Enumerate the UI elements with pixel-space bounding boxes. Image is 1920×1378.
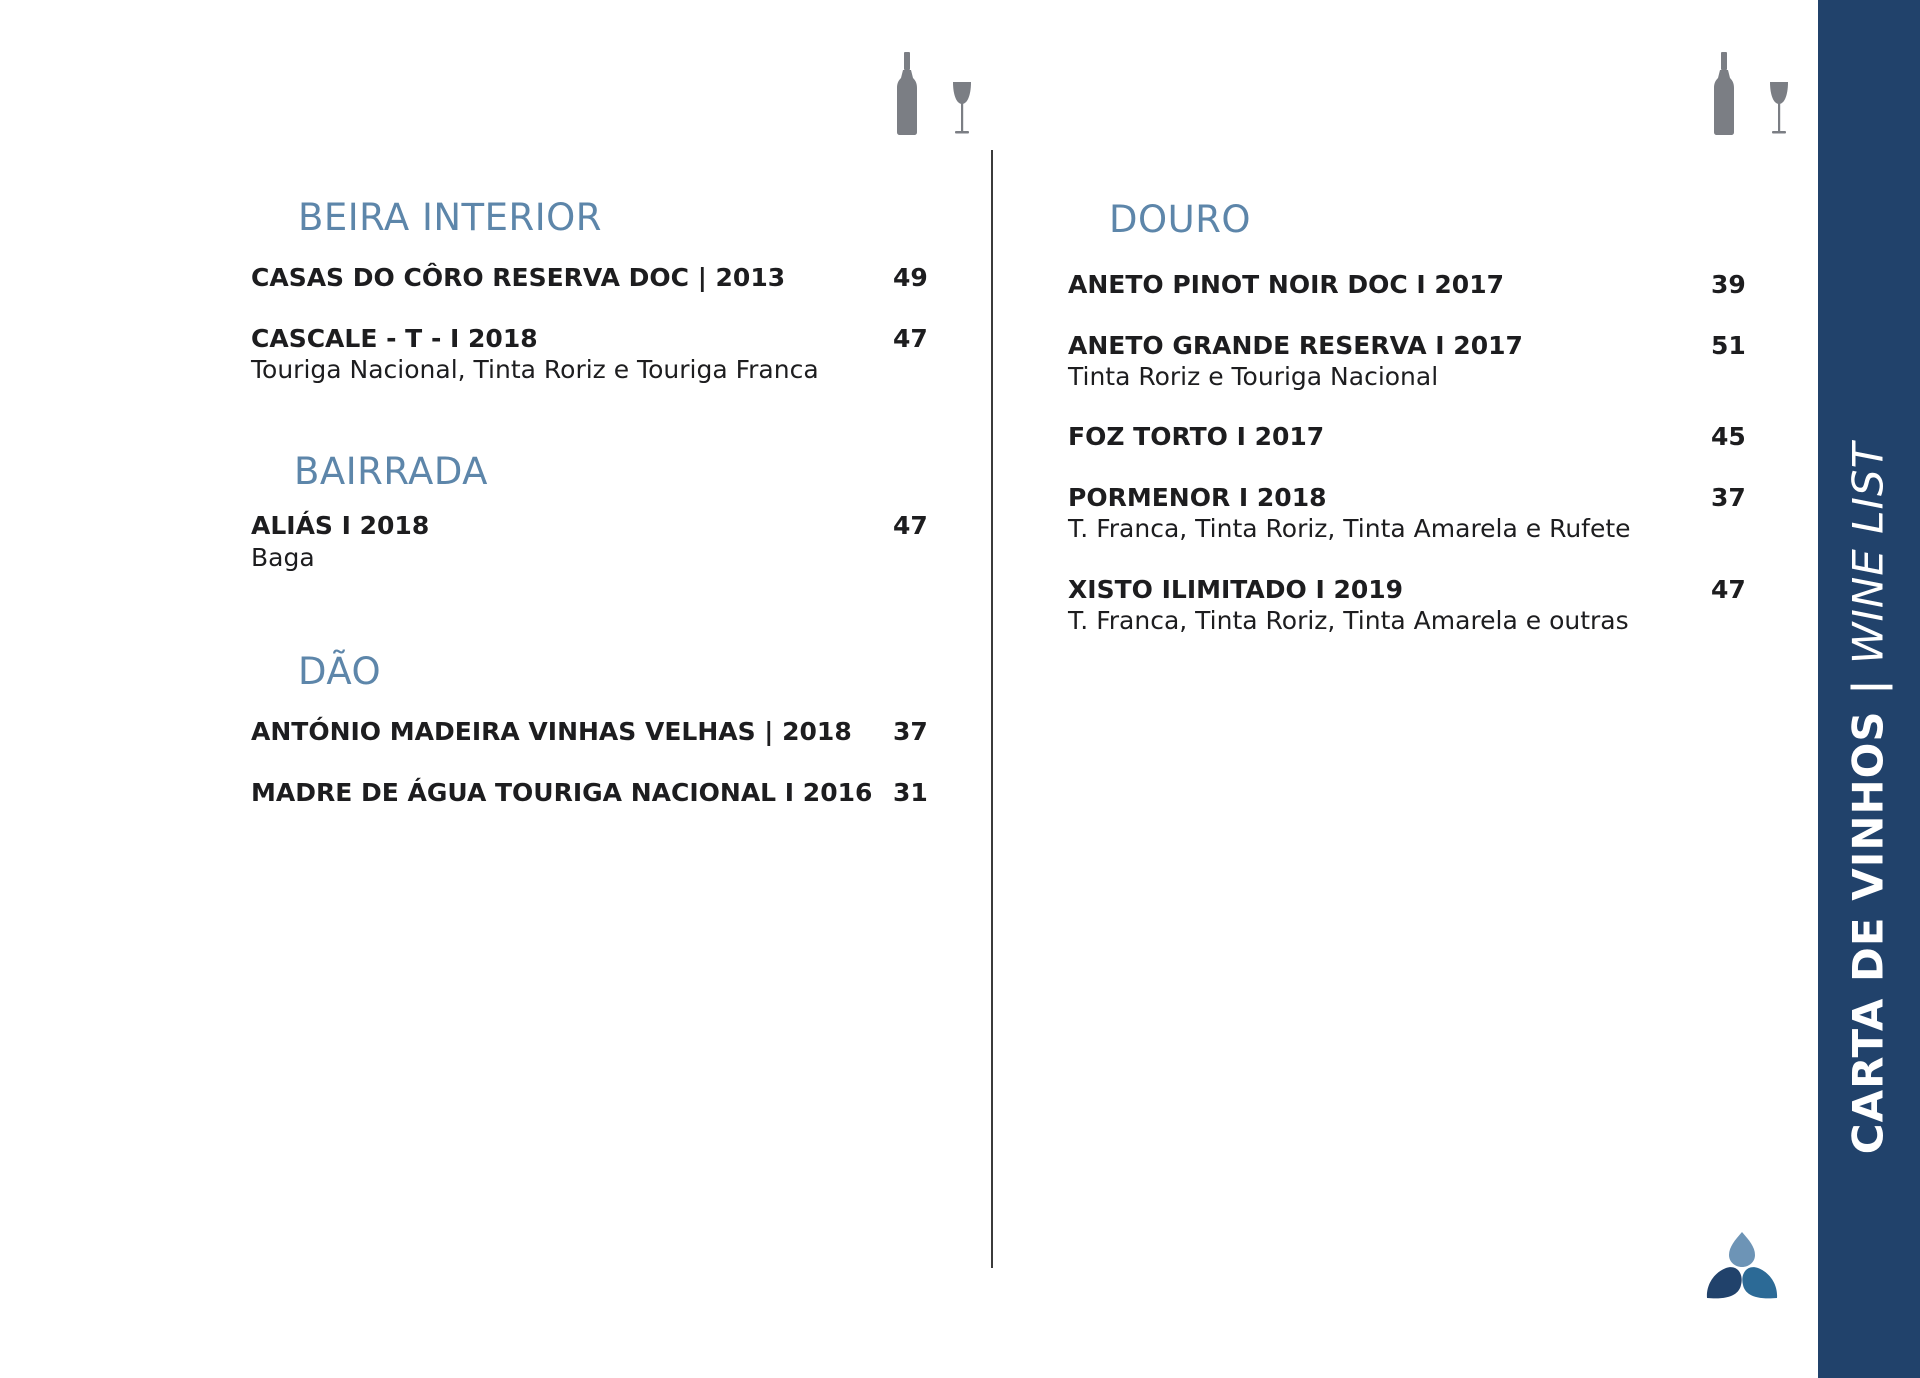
wine-name: PORMENOR I 2018 xyxy=(1068,483,1327,512)
sidebar-title-strong: CARTA DE VINHOS | xyxy=(1843,678,1893,1155)
region-heading-beira-interior: BEIRA INTERIOR xyxy=(298,196,602,239)
region-heading-dao: DÃO xyxy=(298,650,382,693)
wine-name: ANETO GRANDE RESERVA I 2017 xyxy=(1068,331,1523,360)
wine-bottle-icon xyxy=(897,52,917,135)
wine-glass-icon xyxy=(953,82,971,134)
wine-grapes: Baga xyxy=(251,543,315,572)
wine-price: 49 xyxy=(893,263,928,292)
sidebar-title xyxy=(1844,442,1893,1155)
bottle-glass-icon xyxy=(1713,50,1795,136)
column-divider xyxy=(991,150,993,1268)
wine-price: 47 xyxy=(893,324,928,353)
wine-price: 47 xyxy=(1711,575,1746,604)
bottle-glass-icon xyxy=(896,50,978,136)
wine-price: 37 xyxy=(893,717,928,746)
wine-name: CASCALE - T - I 2018 xyxy=(251,324,538,353)
wine-grapes: T. Franca, Tinta Roriz, Tinta Amarela e outras xyxy=(1068,606,1629,635)
wine-name: ANTÓNIO MADEIRA VINHAS VELHAS | 2018 xyxy=(251,717,852,746)
region-heading-douro: DOURO xyxy=(1109,198,1252,241)
wine-price: 47 xyxy=(893,511,928,540)
wine-name: MADRE DE ÁGUA TOURIGA NACIONAL I 2016 xyxy=(251,778,873,807)
wine-grapes: Touriga Nacional, Tinta Roriz e Touriga Franca xyxy=(251,355,819,384)
sidebar-title-light: WINE LIST xyxy=(1843,441,1893,679)
wine-grapes: Tinta Roriz e Touriga Nacional xyxy=(1068,362,1439,391)
wine-name: ANETO PINOT NOIR DOC I 2017 xyxy=(1068,270,1504,299)
wine-name: CASAS DO CÔRO RESERVA DOC | 2013 xyxy=(251,263,786,292)
wine-price: 31 xyxy=(893,778,928,807)
wine-name: XISTO ILIMITADO I 2019 xyxy=(1068,575,1404,604)
three-petal-logo-icon xyxy=(1704,1230,1780,1306)
wine-price: 51 xyxy=(1711,331,1746,360)
wine-bottle-icon xyxy=(1714,52,1734,135)
wine-name: ALIÁS I 2018 xyxy=(251,511,430,540)
wine-glass-icon xyxy=(1770,82,1788,134)
wine-grapes: T. Franca, Tinta Roriz, Tinta Amarela e Rufete xyxy=(1068,514,1631,543)
wine-price: 45 xyxy=(1711,422,1746,451)
wine-name: FOZ TORTO I 2017 xyxy=(1068,422,1325,451)
region-heading-bairrada: BAIRRADA xyxy=(294,450,488,493)
wine-price: 39 xyxy=(1711,270,1746,299)
wine-price: 37 xyxy=(1711,483,1746,512)
